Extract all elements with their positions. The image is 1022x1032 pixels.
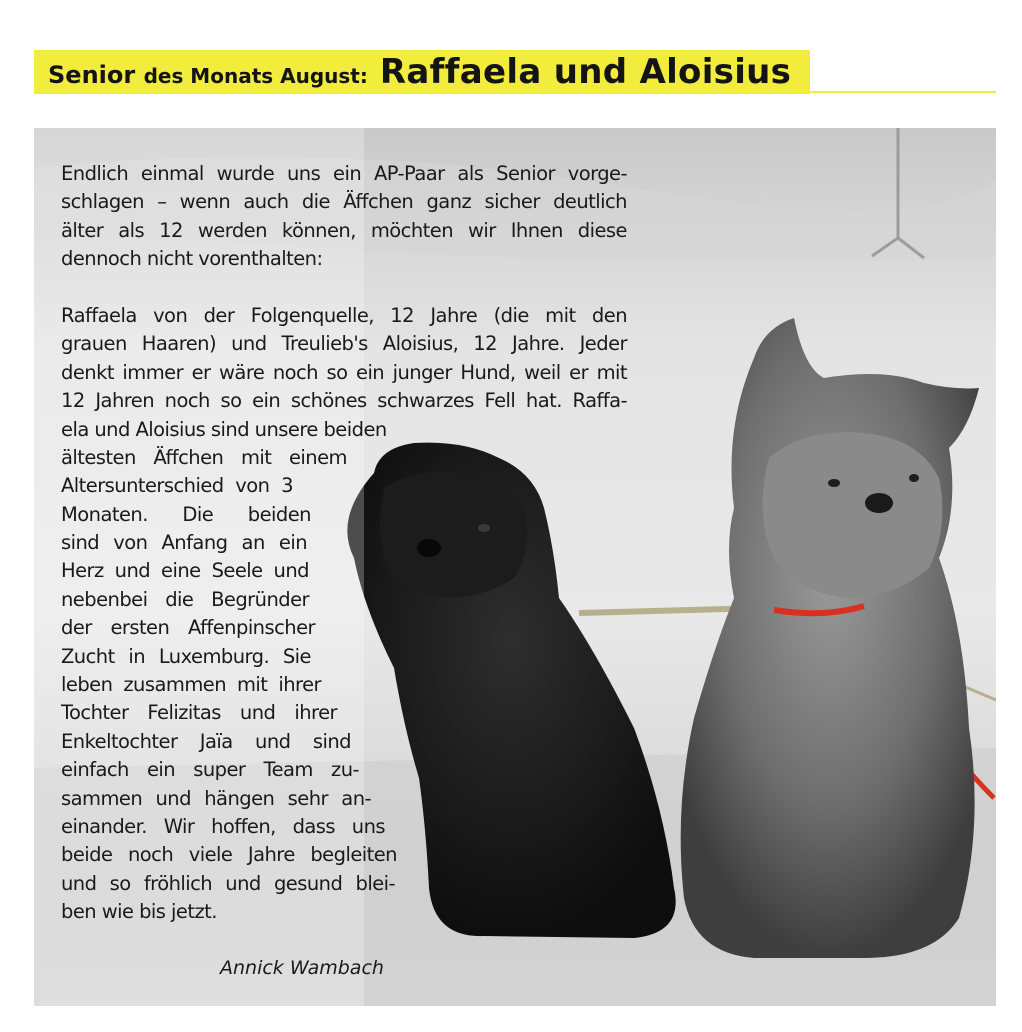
p2-line-21: und so fröhlich und gesund blei- xyxy=(61,871,395,895)
p2-line-6: ältesten Äffchen mit einem xyxy=(61,445,347,469)
p1-line-2: schlagen – wenn auch die Äffchen ganz sicher deutlich xyxy=(61,190,627,214)
p2-line-20: beide noch viele Jahre begleiten xyxy=(61,843,397,867)
title-prefix xyxy=(48,61,368,89)
p2-line-17: einfach ein super Team zu- xyxy=(61,758,359,782)
p2-line-13: Zucht in Luxemburg. Sie xyxy=(61,644,311,668)
p2-line-10: Herz und eine Seele und xyxy=(61,559,309,583)
header-rule xyxy=(810,91,996,93)
title-prefix-rest: des Monats August: xyxy=(143,64,368,88)
p2-line-2: grauen Haaren) und Treulieb's Aloisius, 12 Jahre. Jeder xyxy=(61,332,627,356)
p2-line-15: Tochter Felizitas und ihrer xyxy=(61,701,337,725)
p1-line-3: älter als 12 werden können, möchten wir Ihnen diese xyxy=(61,218,627,242)
page-title xyxy=(48,52,791,92)
p2-line-14: leben zusammen mit ihrer xyxy=(61,673,321,697)
p2-line-12: der ersten Affenpinscher xyxy=(61,616,315,640)
p2-line-11: nebenbei die Begründer xyxy=(61,587,309,611)
author-signature: Annick Wambach xyxy=(220,957,384,979)
title-prefix-word: Senior xyxy=(48,61,136,89)
p2-line-3: denkt immer er wäre noch so ein junger Hund, weil er mit xyxy=(61,360,627,384)
p2-line-9: sind von Anfang an ein xyxy=(61,531,307,555)
article-body xyxy=(61,160,627,927)
p2-line-5: ela und Aloisius sind unsere beiden xyxy=(61,417,387,441)
p2-line-4: 12 Jahren noch so ein schönes schwarzes Fell hat. Raffa- xyxy=(61,389,627,413)
p2-line-7: Altersunterschied von 3 xyxy=(61,474,293,498)
p1-line-1: Endlich einmal wurde uns ein AP-Paar als Senior vorge- xyxy=(61,162,627,185)
p2-line-1: Raffaela von der Folgenquelle, 12 Jahre (die mit den xyxy=(61,303,627,327)
p2-line-22: ben wie bis jetzt. xyxy=(61,900,217,924)
p2-line-18: sammen und hängen sehr an- xyxy=(61,786,371,810)
p2-line-19: einander. Wir hoffen, dass uns xyxy=(61,814,385,838)
p2-line-16: Enkeltochter Jaïa und sind xyxy=(61,729,351,753)
p1-line-4: dennoch nicht vorenthalten: xyxy=(61,247,323,271)
p2-line-8: Monaten. Die beiden xyxy=(61,502,311,526)
article-title: Raffaela und Aloisius xyxy=(379,52,792,92)
